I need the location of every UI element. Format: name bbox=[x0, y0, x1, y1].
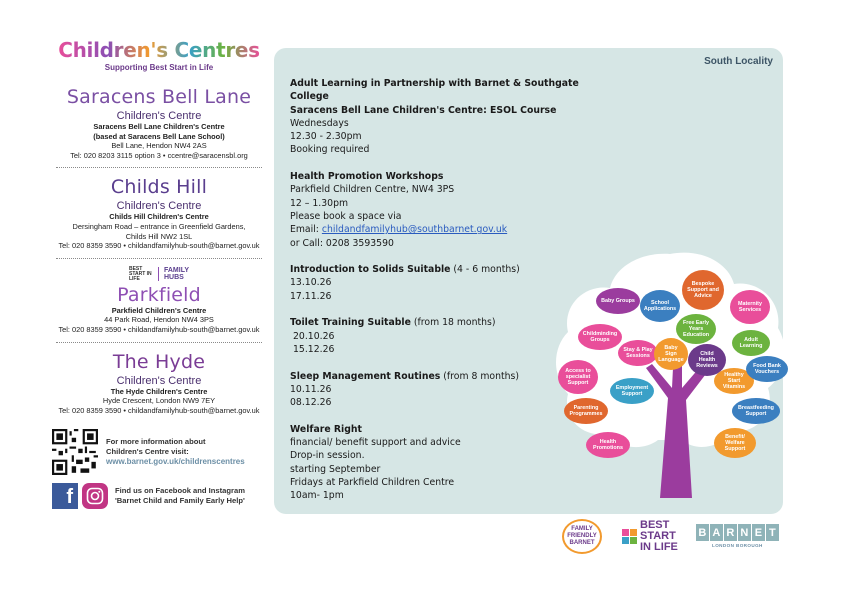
info-line: Children's Centre visit: bbox=[106, 447, 189, 457]
section-title: Introduction to Solids Suitable bbox=[290, 264, 451, 276]
tree-leaf: Healthy Start Vitamins bbox=[714, 368, 754, 394]
bsil-text bbox=[640, 520, 678, 553]
programme-content bbox=[290, 77, 590, 516]
brand-subtitle: Supporting Best Start in Life bbox=[104, 63, 214, 72]
social-line: Find us on Facebook and Instagram bbox=[115, 486, 245, 496]
section-heading bbox=[290, 263, 590, 276]
centre-address: Childs Hill NW2 1SL bbox=[125, 231, 193, 241]
social-line: 'Barnet Child and Family Early Help' bbox=[115, 496, 245, 506]
centre-name: Saracens Bell Lane bbox=[66, 86, 252, 108]
barnet-letter: A bbox=[710, 524, 723, 541]
section-date: 15.12.26 bbox=[293, 343, 335, 355]
hubs-separator bbox=[158, 267, 159, 281]
tree-leaf: School Applications bbox=[640, 290, 680, 322]
barnet-letter: R bbox=[724, 524, 737, 541]
section-date: 20.10.26 bbox=[293, 330, 335, 342]
centre-line: (based at Saracens Bell Lane School) bbox=[93, 131, 225, 141]
tree-leaf: Bespoke Support and Advice bbox=[682, 270, 724, 310]
barnet-letters bbox=[696, 524, 779, 541]
barnet-letter: T bbox=[766, 524, 779, 541]
family-friendly-text: FAMILY FRIENDLY BARNET bbox=[562, 519, 602, 554]
centre-line: Childs Hill Children's Centre bbox=[109, 212, 209, 222]
centre-childs-hill bbox=[52, 176, 266, 250]
section-line: Wednesdays bbox=[290, 117, 349, 129]
section-title: Sleep Management Routines bbox=[290, 370, 441, 382]
tree-leaf: Childminding Groups bbox=[578, 324, 622, 350]
centre-the-hyde bbox=[52, 351, 266, 416]
section-line: 12 – 1.30pm bbox=[290, 197, 349, 209]
left-column bbox=[52, 38, 266, 509]
barnet-letter: B bbox=[696, 524, 709, 541]
section-date: 17.11.26 bbox=[290, 290, 332, 302]
section-welfare-right bbox=[290, 423, 590, 503]
hubs-text bbox=[164, 267, 189, 282]
section-line bbox=[290, 223, 590, 236]
brand-title-text: Children's Centres bbox=[58, 38, 260, 62]
tree-leaf: Health Promotions bbox=[586, 432, 630, 458]
tree-leaf: Benefit/ Welfare Support bbox=[714, 428, 756, 458]
social-text bbox=[115, 486, 245, 506]
section-line: 12.30 - 2.30pm bbox=[290, 131, 362, 143]
section-sleep-management bbox=[290, 370, 590, 410]
barnet-subtitle: LONDON BOROUGH bbox=[712, 543, 763, 548]
family-hubs-logo bbox=[52, 267, 266, 282]
centre-contact: Tel: 020 8359 3590 • childandfamilyhub-south@barnet.gov.uk bbox=[58, 324, 260, 334]
tree-leaf: Child Health Reviews bbox=[688, 344, 726, 376]
centre-address: 44 Park Road, Hendon NW4 3PS bbox=[104, 315, 214, 325]
centre-address: Dersingham Road – entrance in Greenfield Gardens, bbox=[72, 221, 246, 231]
divider bbox=[56, 258, 262, 259]
bsil-line: BEST bbox=[640, 518, 670, 531]
services-tree bbox=[550, 248, 790, 498]
section-toilet-training bbox=[290, 316, 590, 356]
centre-line: Saracens Bell Lane Children's Centre bbox=[93, 122, 225, 131]
locality-label: South Locality bbox=[704, 56, 773, 67]
section-heading bbox=[290, 316, 590, 329]
section-date: 10.11.26 bbox=[290, 383, 332, 395]
hubs-text-line: HUBS bbox=[163, 274, 184, 282]
section-line: 10am- 1pm bbox=[290, 490, 344, 502]
section-line: Booking required bbox=[290, 144, 370, 156]
section-solids bbox=[290, 263, 590, 303]
section-line: financial/ benefit support and advice bbox=[290, 437, 461, 449]
info-line: For more information about bbox=[106, 437, 206, 447]
divider bbox=[56, 167, 262, 168]
age-range: (from 8 months) bbox=[440, 370, 520, 382]
facebook-icon[interactable]: f bbox=[52, 483, 78, 509]
centre-contact: Tel: 020 8359 3590 • childandfamilyhub-south@barnet.gov.uk bbox=[58, 241, 260, 251]
social-row bbox=[52, 483, 266, 509]
tree-leaf: Baby Groups bbox=[596, 288, 640, 314]
section-heading bbox=[290, 370, 590, 383]
bsil-line: START bbox=[640, 529, 676, 542]
section-date: 13.10.26 bbox=[290, 277, 332, 289]
centre-line: Parkfield Children's Centre bbox=[111, 305, 207, 315]
divider bbox=[56, 342, 262, 343]
centre-subtitle: Children's Centre bbox=[116, 110, 202, 122]
centre-name: Childs Hill bbox=[110, 176, 208, 199]
centre-name: The Hyde bbox=[112, 350, 206, 373]
section-line: Fridays at Parkfield Children Centre bbox=[290, 476, 455, 488]
section-title: Health Promotion Workshops bbox=[290, 171, 444, 183]
section-date: 08.12.26 bbox=[290, 397, 332, 409]
tree-leaf: Employment Support bbox=[610, 378, 654, 404]
tree-leaf: Free Early Years Education bbox=[676, 314, 716, 344]
centre-parkfield bbox=[52, 267, 266, 335]
section-line: starting September bbox=[290, 463, 381, 475]
tree-leaf: Parenting Programmes bbox=[564, 398, 608, 424]
programme-panel bbox=[274, 48, 783, 514]
bsil-line: IN LIFE bbox=[640, 540, 678, 553]
section-title: Toilet Training Suitable bbox=[290, 317, 411, 329]
centre-contact: Tel: 020 8359 3590 • childandfamilyhub-south@barnet.gov.uk bbox=[58, 405, 260, 415]
best-start-in-life-logo bbox=[622, 520, 678, 553]
age-range: (4 - 6 months) bbox=[450, 264, 520, 276]
age-range: (from 18 months) bbox=[410, 317, 496, 329]
qr-code-icon[interactable] bbox=[52, 429, 98, 475]
tree-leaf: Baby Sign Language bbox=[654, 338, 688, 370]
email-label: Email: bbox=[290, 224, 322, 236]
hubs-text-line: FAMILY bbox=[163, 266, 190, 274]
section-title: Welfare Right bbox=[290, 423, 362, 435]
centre-saracens bbox=[52, 86, 266, 160]
tree-leaf: Breastfeeding Support bbox=[732, 398, 780, 424]
section-line: Parkfield Children Centre, NW4 3PS bbox=[290, 184, 455, 196]
centre-address: Hyde Crescent, London NW9 7EY bbox=[102, 396, 216, 406]
section-line: Please book a space via bbox=[290, 210, 402, 222]
info-row bbox=[52, 429, 266, 475]
instagram-icon[interactable] bbox=[82, 483, 108, 509]
centre-contact: Tel: 020 8203 3115 option 3 • ccentre@saracensbl.org bbox=[70, 150, 248, 160]
best-start-logo: BEST START IN LIFE bbox=[128, 265, 152, 282]
section-line: Drop-in session. bbox=[290, 450, 365, 462]
section-adult-learning bbox=[290, 77, 590, 157]
barnet-letter: N bbox=[738, 524, 751, 541]
barnet-letter: E bbox=[752, 524, 765, 541]
barnet-logo bbox=[696, 524, 779, 548]
email-link[interactable]: childandfamilyhub@southbarnet.gov.uk bbox=[321, 224, 508, 236]
partner-logos bbox=[560, 518, 779, 554]
tree-leaf: Maternity Services bbox=[730, 290, 770, 324]
tree-leaf: Adult Learning bbox=[732, 330, 770, 356]
centre-line: The Hyde Children's Centre bbox=[110, 386, 208, 396]
bsil-blocks-icon bbox=[622, 529, 637, 544]
tree-leaf: Stay & Play Sessions bbox=[618, 340, 658, 366]
tree-leaf: Food Bank Vouchers bbox=[746, 356, 788, 382]
info-text bbox=[106, 437, 245, 467]
family-friendly-logo bbox=[560, 518, 604, 554]
centre-address: Bell Lane, Hendon NW4 2AS bbox=[111, 141, 207, 151]
section-title: Saracens Bell Lane Children's Centre: ESOL Course bbox=[290, 104, 557, 116]
section-title: Adult Learning in Partnership with Barnet & Southgate College bbox=[290, 78, 579, 103]
brand-title bbox=[52, 38, 266, 62]
centre-name: Parkfield bbox=[117, 283, 201, 306]
centre-subtitle: Children's Centre bbox=[116, 200, 202, 213]
centre-subtitle: Children's Centre bbox=[116, 374, 202, 387]
childrens-centres-link[interactable]: www.barnet.gov.uk/childrenscentres bbox=[106, 457, 245, 467]
section-line: or Call: 0208 3593590 bbox=[290, 237, 394, 249]
tree-leaf: Access to specialist Support bbox=[558, 360, 598, 394]
section-health-promotion bbox=[290, 170, 590, 250]
